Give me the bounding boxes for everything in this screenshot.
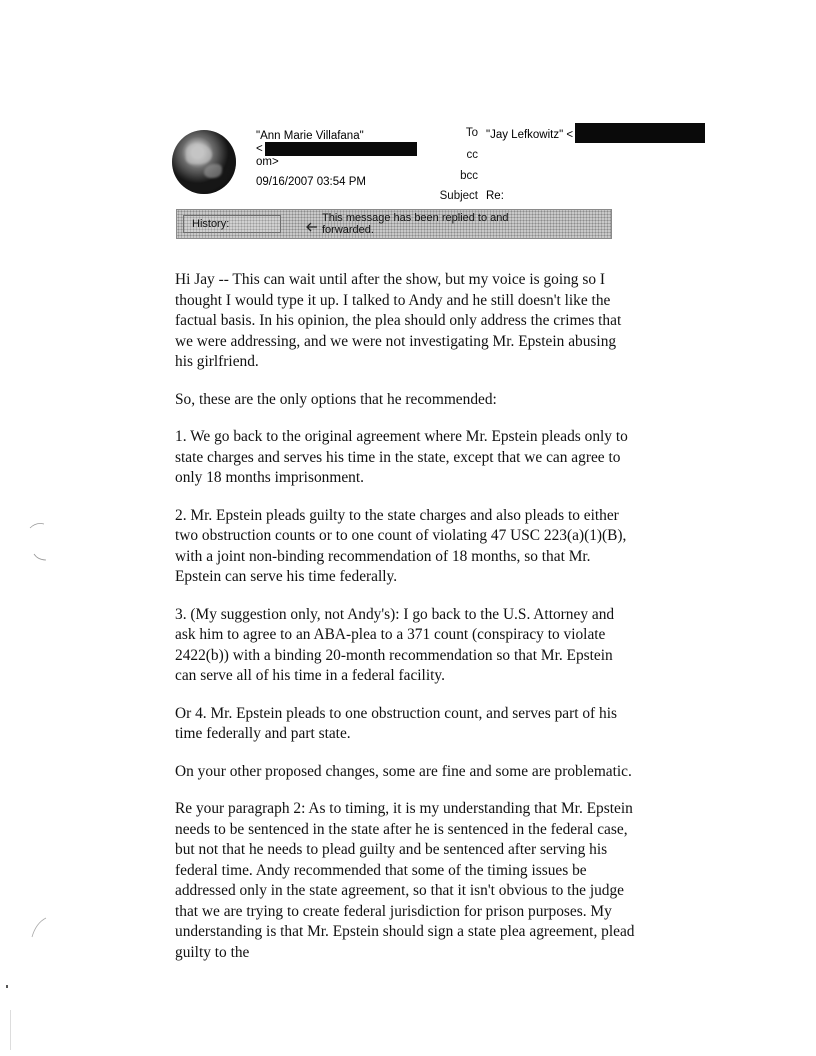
history-message: This message has been replied to and forwarded. [322,212,509,236]
bcc-label: bcc [460,170,478,182]
scan-artifact [6,985,8,988]
to-recipient-text: "Jay Lefkowitz" < [486,129,574,141]
scan-artifact [28,520,48,570]
sender-email-open: < [256,143,263,155]
subject-value: Re: [486,190,504,202]
to-label: To [465,127,478,139]
sender-email [256,142,417,156]
body-paragraph: 2. Mr. Epstein pleads guilty to the state charges and also pleads to either two obstruction counts or to one count of violating 47 USC 223(a)(1)(B), with a joint non-binding recommendation of 18 months, so that Mr. Epstein can serve his time federally. [175,506,627,585]
sender-name: "Ann Marie Villafana" [256,130,364,142]
to-recipient [486,127,705,143]
sender-email-tail: om> [256,156,279,168]
body-paragraph: Hi Jay -- This can wait until after the show, but my voice is going so I thought I would type it up. I talked to Andy and he still doesn't like the factual basis. In his opinion, the plea should only address the crimes that we were addressing, and we were not investigating Mr. Epstein abusing his girlfriend. [175,271,622,370]
body-paragraph: On your other proposed changes, some are fine and some are problematic. [175,762,632,780]
subject-label: Subject [439,190,478,202]
reply-arrow-icon [306,222,318,232]
body-paragraph: 1. We go back to the original agreement where Mr. Epstein pleads only to state charges and serves his time in the state, except that we can agree to only 18 months imprisonment. [175,428,628,486]
history-tab[interactable]: History: [183,215,281,233]
globe-avatar-icon [172,130,236,194]
redaction-bar [265,142,417,156]
body-paragraph: Or 4. Mr. Epstein pleads to one obstruction count, and serves part of his time federally and part state. [175,704,617,742]
body-paragraph: So, these are the only options that he recommended: [175,390,497,408]
email-body [175,270,635,980]
history-bar [176,209,612,239]
scan-artifact [10,1010,11,1050]
scan-artifact [30,915,48,939]
cc-label: cc [466,149,478,161]
body-paragraph: 3. (My suggestion only, not Andy's): I go back to the U.S. Attorney and ask him to agree to an ABA-plea to a 371 count (conspiracy to violate 2422(b)) with a binding 20-month recommendation so that Mr. Epstein can serve all of his time in a federal facility. [175,605,615,684]
sent-date: 09/16/2007 03:54 PM [256,176,366,188]
redaction-bar [575,123,705,143]
body-paragraph: Re your paragraph 2: As to timing, it is my understanding that Mr. Epstein needs to be sentenced in the state after he is sentenced in the federal case, but not that he needs to plead guilty and be sentenced after serving his federal time. Andy recommended that some of the timing issues be addressed only in the state agreement, so that it isn't obvious to the judge that we are trying to create federal jurisdiction for prison purposes. My understanding is that Mr. Epstein should sign a state plea agreement, plead guilty to the [175,800,635,961]
